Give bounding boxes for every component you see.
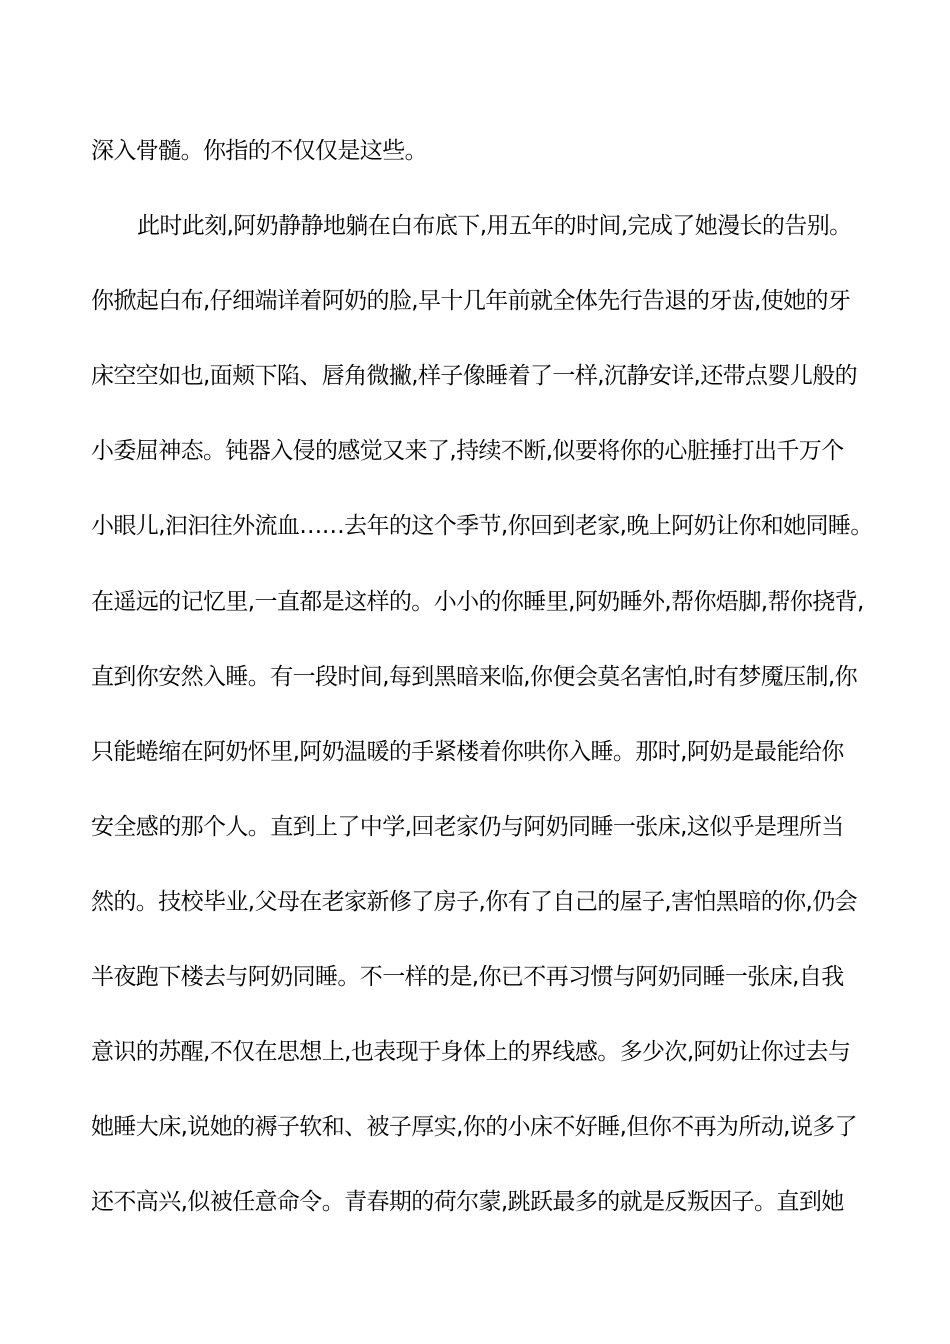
text-line: 小委屈神态。钝器入侵的感觉又来了,持续不断,似要将你的心脏捶打出千万个 xyxy=(91,438,844,465)
text-line: 只能蜷缩在阿奶怀里,阿奶温暖的手紧楼着你哄你入睡。那时,阿奶是最能给你 xyxy=(91,738,844,765)
text-line: 在遥远的记忆里,一直都是这样的。小小的你睡里,阿奶睡外,帮你焐脚,帮你挠背, xyxy=(91,588,864,615)
text-line: 你掀起白布,仔细端详着阿奶的脸,早十几年前就全体先行告退的牙齿,使她的牙 xyxy=(91,288,851,315)
text-line: 安全感的那个人。直到上了中学,回老家仍与阿奶同睡一张床,这似乎是理所当 xyxy=(91,813,844,840)
text-line: 意识的苏醒,不仅在思想上,也表现于身体上的界线感。多少次,阿奶让你过去与 xyxy=(91,1039,851,1066)
text-line: 然的。技校毕业,父母在老家新修了房子,你有了自己的屋子,害怕黑暗的你,仍会 xyxy=(91,888,858,915)
text-line: 直到你安然入睡。有一段时间,每到黑暗来临,你便会莫名害怕,时有梦魇压制,你 xyxy=(91,663,858,690)
text-line: 此时此刻,阿奶静静地躺在白布底下,用五年的时间,完成了她漫长的告别。 xyxy=(137,213,852,240)
text-line: 床空空如也,面颊下陷、唇角微撇,样子像睡着了一样,沉静安详,还带点婴儿般的 xyxy=(91,363,858,390)
text-line: 深入骨髓。你指的不仅仅是这些。 xyxy=(91,138,428,164)
text-line: 半夜跑下楼去与阿奶同睡。不一样的是,你已不再习惯与阿奶同睡一张床,自我 xyxy=(91,964,844,991)
text-line: 她睡大床,说她的褥子软和、被子厚实,你的小床不好睡,但你不再为所动,说多了 xyxy=(91,1114,858,1141)
text-line: 还不高兴,似被任意命令。青春期的荷尔蒙,跳跃最多的就是反叛因子。直到她 xyxy=(91,1189,844,1216)
text-line: 小眼儿,汩汩往外流血……去年的这个季节,你回到老家,晚上阿奶让你和她同睡。 xyxy=(91,513,873,540)
body-text xyxy=(91,128,871,1254)
